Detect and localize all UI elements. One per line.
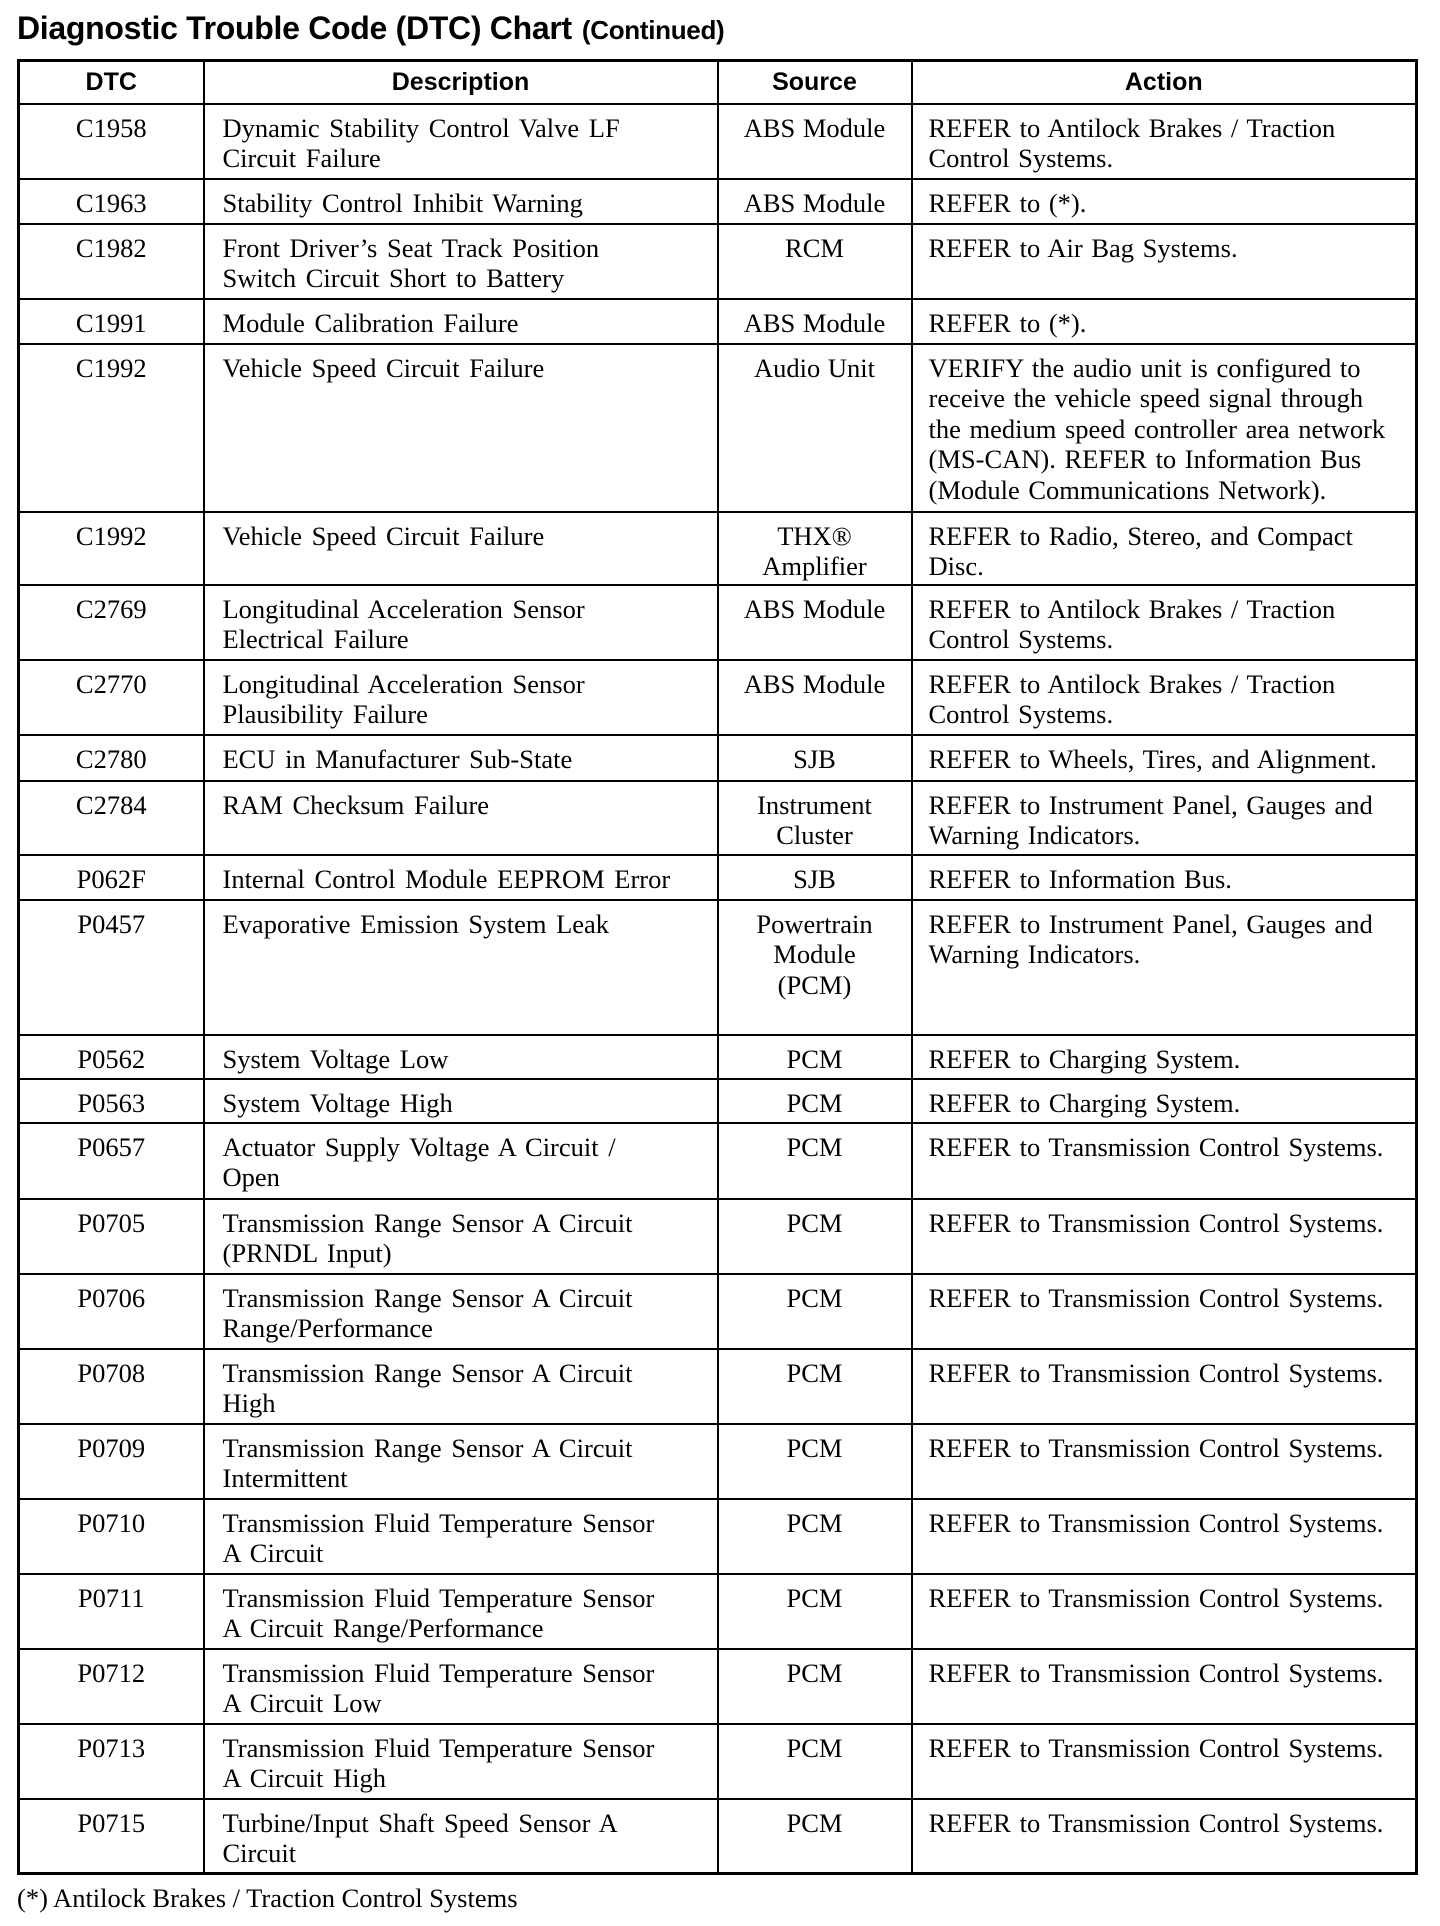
dtc-code-cell-text: C1992 [75, 520, 147, 551]
source-cell-line: (PCM) [777, 969, 852, 1000]
dtc-code-cell-text: P0709 [77, 1432, 146, 1463]
action-cell [912, 660, 1417, 735]
source-cell [718, 512, 912, 585]
action-cell [912, 179, 1417, 224]
dtc-code-cell-text: P0710 [77, 1507, 146, 1538]
table-row [19, 1274, 1417, 1349]
dtc-code-cell-text: C2769 [75, 593, 147, 624]
column-header-action: Action [912, 61, 1417, 104]
action-cell-line: REFER to Charging System. [928, 1087, 1241, 1118]
page-title-main: Diagnostic Trouble Code (DTC) Chart [17, 10, 572, 46]
description-cell-line: ECU in Manufacturer Sub-State [222, 743, 573, 774]
action-cell-line: REFER to Transmission Control Systems. [928, 1357, 1384, 1388]
description-cell [204, 900, 718, 1035]
description-cell-line: Transmission Fluid Temperature Sensor [222, 1507, 655, 1538]
source-cell-line: ABS Module [743, 307, 886, 338]
description-cell [204, 585, 718, 660]
table-row [19, 179, 1417, 224]
action-cell-line: Control Systems. [928, 143, 1114, 173]
action-cell [912, 344, 1417, 512]
source-cell-line: SJB [793, 743, 836, 774]
dtc-table [17, 59, 1418, 1875]
action-cell-line: REFER to Information Bus. [928, 863, 1232, 894]
table-row [19, 1199, 1417, 1274]
description-cell [204, 1123, 718, 1199]
action-cell-line: (MS-CAN). REFER to Information Bus [928, 444, 1362, 474]
dtc-code-cell-text: C1982 [75, 232, 147, 263]
description-cell [204, 179, 718, 224]
dtc-code-cell [19, 1274, 204, 1349]
table-row [19, 585, 1417, 660]
dtc-code-cell-text: C2784 [75, 789, 147, 820]
description-cell-line: Turbine/Input Shaft Speed Sensor A [222, 1807, 618, 1838]
dtc-code-cell-text: P0712 [77, 1657, 146, 1688]
description-cell-line: A Circuit Low [222, 1688, 382, 1718]
action-cell-line: REFER to Antilock Brakes / Traction [928, 593, 1336, 624]
table-row [19, 855, 1417, 900]
action-cell-line: REFER to Transmission Control Systems. [928, 1282, 1384, 1313]
dtc-code-cell [19, 1123, 204, 1199]
dtc-code-cell [19, 1649, 204, 1724]
description-cell-line: A Circuit Range/Performance [222, 1613, 544, 1643]
source-cell [718, 1499, 912, 1574]
dtc-code-cell-text: P0706 [77, 1282, 146, 1313]
action-cell-line: REFER to Air Bag Systems. [928, 232, 1238, 263]
description-cell-line: Transmission Range Sensor A Circuit [222, 1282, 633, 1313]
action-cell-line: (Module Communications Network). [928, 474, 1327, 505]
description-cell-line: Internal Control Module EEPROM Error [222, 863, 671, 894]
dtc-code-cell-text: P0457 [77, 908, 146, 939]
dtc-code-cell-text: C1991 [75, 307, 147, 338]
source-cell [718, 855, 912, 900]
source-cell-line: Audio Unit [754, 352, 875, 383]
dtc-code-cell-text: P0711 [77, 1582, 145, 1613]
description-cell-line: Longitudinal Acceleration Sensor [222, 593, 585, 624]
description-cell [204, 224, 718, 299]
dtc-code-cell [19, 1799, 204, 1874]
description-cell [204, 104, 718, 179]
description-cell [204, 512, 718, 585]
description-cell-line: A Circuit High [222, 1763, 387, 1793]
source-cell [718, 299, 912, 344]
description-cell [204, 1574, 718, 1649]
table-row [19, 1499, 1417, 1574]
description-cell [204, 735, 718, 781]
source-cell [718, 735, 912, 781]
action-cell-line: REFER to Transmission Control Systems. [928, 1732, 1384, 1763]
description-cell-line: Switch Circuit Short to Battery [222, 263, 565, 293]
action-cell-line: REFER to Transmission Control Systems. [928, 1207, 1384, 1238]
description-cell-line: Circuit Failure [222, 143, 381, 173]
description-cell-line: Transmission Fluid Temperature Sensor [222, 1582, 655, 1613]
dtc-code-cell-text: C1992 [75, 352, 147, 383]
table-row [19, 1079, 1417, 1123]
source-cell-line: ABS Module [743, 668, 886, 699]
action-cell-line: REFER to Antilock Brakes / Traction [928, 668, 1336, 699]
page-title-continued: (Continued) [581, 15, 725, 45]
description-cell [204, 1274, 718, 1349]
table-row [19, 104, 1417, 179]
description-cell-line: Transmission Range Sensor A Circuit [222, 1207, 633, 1238]
source-cell-line: Powertrain [756, 908, 873, 939]
dtc-code-cell-text: P0713 [77, 1732, 146, 1763]
description-cell-line: Front Driver’s Seat Track Position [222, 232, 600, 263]
source-cell [718, 1799, 912, 1874]
description-cell-line: Open [222, 1162, 280, 1192]
table-row [19, 660, 1417, 735]
table-row [19, 900, 1417, 1035]
action-cell-line: Control Systems. [928, 624, 1114, 654]
action-cell-line: VERIFY the audio unit is configured to [928, 352, 1361, 383]
dtc-code-cell [19, 299, 204, 344]
action-cell-line: REFER to Antilock Brakes / Traction [928, 112, 1336, 143]
action-cell-line: REFER to Transmission Control Systems. [928, 1657, 1384, 1688]
description-cell-line: Transmission Fluid Temperature Sensor [222, 1657, 655, 1688]
source-cell-line: PCM [786, 1357, 843, 1388]
source-cell-line: ABS Module [743, 112, 886, 143]
description-cell [204, 1199, 718, 1274]
dtc-code-cell [19, 660, 204, 735]
source-cell-line: PCM [786, 1657, 843, 1688]
source-cell-line: THX® [777, 520, 852, 551]
description-cell-line: High [222, 1388, 276, 1418]
dtc-code-cell [19, 344, 204, 512]
description-cell-line: Module Calibration Failure [222, 307, 519, 338]
description-cell-line: Evaporative Emission System Leak [222, 908, 610, 939]
description-cell [204, 299, 718, 344]
description-cell-line: System Voltage High [222, 1087, 453, 1118]
dtc-code-cell-text: P0562 [77, 1043, 146, 1074]
action-cell [912, 1499, 1417, 1574]
action-cell-line: REFER to Charging System. [928, 1043, 1241, 1074]
source-cell [718, 1574, 912, 1649]
source-cell [718, 585, 912, 660]
source-cell-line: SJB [793, 863, 836, 894]
source-cell-line: PCM [786, 1043, 843, 1074]
action-cell [912, 1649, 1417, 1724]
page-title [17, 6, 724, 52]
action-cell [912, 1079, 1417, 1123]
column-header-source: Source [718, 61, 912, 104]
dtc-code-cell-text: P0657 [77, 1131, 146, 1162]
dtc-code-cell-text: P0563 [77, 1087, 146, 1118]
source-cell-line: RCM [785, 232, 844, 263]
action-cell-line: REFER to Instrument Panel, Gauges and [928, 908, 1373, 939]
description-cell [204, 781, 718, 855]
description-cell-line: Electrical Failure [222, 624, 409, 654]
dtc-code-cell-text: P0715 [77, 1807, 146, 1838]
dtc-code-cell [19, 1199, 204, 1274]
dtc-code-cell [19, 104, 204, 179]
table-row [19, 1799, 1417, 1874]
source-cell [718, 344, 912, 512]
action-cell [912, 224, 1417, 299]
source-cell-line: Amplifier [762, 551, 867, 581]
description-cell-line: A Circuit [222, 1538, 324, 1568]
table-row [19, 1123, 1417, 1199]
dtc-code-cell-text: C2780 [75, 743, 147, 774]
source-cell-line: PCM [786, 1807, 843, 1838]
table-body [19, 104, 1417, 1874]
dtc-code-cell [19, 179, 204, 224]
source-cell [718, 1123, 912, 1199]
action-cell [912, 1123, 1417, 1199]
description-cell-line: Plausibility Failure [222, 699, 428, 729]
source-cell-line: PCM [786, 1087, 843, 1118]
action-cell-line: REFER to Transmission Control Systems. [928, 1432, 1384, 1463]
source-cell [718, 1349, 912, 1424]
source-cell [718, 1199, 912, 1274]
table-row [19, 512, 1417, 585]
action-cell [912, 512, 1417, 585]
dtc-code-cell [19, 900, 204, 1035]
action-cell-line: receive the vehicle speed signal through [928, 383, 1364, 413]
column-header-dtc: DTC [19, 61, 204, 104]
table-row [19, 1035, 1417, 1079]
dtc-code-cell [19, 1499, 204, 1574]
source-cell-line: PCM [786, 1732, 843, 1763]
source-cell [718, 900, 912, 1035]
dtc-code-cell [19, 1424, 204, 1499]
description-cell-line: Stability Control Inhibit Warning [222, 187, 583, 218]
action-cell-line: REFER to (*). [928, 187, 1087, 218]
action-cell-line: REFER to Wheels, Tires, and Alignment. [928, 743, 1377, 774]
source-cell-line: PCM [786, 1282, 843, 1313]
description-cell [204, 660, 718, 735]
table-row [19, 1424, 1417, 1499]
action-cell [912, 1799, 1417, 1874]
dtc-code-cell [19, 512, 204, 585]
description-cell-line: Longitudinal Acceleration Sensor [222, 668, 585, 699]
source-cell-line: PCM [786, 1432, 843, 1463]
action-cell [912, 1349, 1417, 1424]
dtc-code-cell [19, 1574, 204, 1649]
description-cell-line: Transmission Range Sensor A Circuit [222, 1357, 633, 1388]
action-cell [912, 1724, 1417, 1799]
source-cell [718, 1724, 912, 1799]
table-row [19, 1349, 1417, 1424]
dtc-code-cell [19, 224, 204, 299]
description-cell-line: Transmission Range Sensor A Circuit [222, 1432, 633, 1463]
action-cell [912, 1424, 1417, 1499]
description-cell [204, 1424, 718, 1499]
table-row [19, 1724, 1417, 1799]
dtc-code-cell [19, 1035, 204, 1079]
dtc-code-cell-text: P0705 [77, 1207, 146, 1238]
dtc-code-cell [19, 1349, 204, 1424]
action-cell-line: REFER to (*). [928, 307, 1087, 338]
description-cell-line: Actuator Supply Voltage A Circuit / [222, 1131, 616, 1162]
table-row [19, 1574, 1417, 1649]
description-cell-line: Range/Performance [222, 1313, 433, 1343]
action-cell [912, 1199, 1417, 1274]
description-cell-line: Circuit [222, 1838, 297, 1868]
dtc-code-cell [19, 1724, 204, 1799]
source-cell [718, 781, 912, 855]
action-cell-line: Warning Indicators. [928, 939, 1141, 969]
description-cell [204, 344, 718, 512]
source-cell [718, 1079, 912, 1123]
description-cell-line: Intermittent [222, 1463, 348, 1493]
description-cell [204, 1079, 718, 1123]
table-header-row [19, 61, 1417, 104]
description-cell-line: System Voltage Low [222, 1043, 449, 1074]
dtc-code-cell-text: P0708 [77, 1357, 146, 1388]
source-cell-line: PCM [786, 1207, 843, 1238]
description-cell [204, 855, 718, 900]
table-row [19, 781, 1417, 855]
source-cell [718, 1424, 912, 1499]
source-cell-line: ABS Module [743, 593, 886, 624]
dtc-code-cell-text: C1963 [75, 187, 147, 218]
action-cell-line: the medium speed controller area network [928, 413, 1386, 444]
dtc-code-cell-text: C2770 [75, 668, 147, 699]
dtc-code-cell [19, 735, 204, 781]
source-cell [718, 179, 912, 224]
source-cell [718, 104, 912, 179]
action-cell [912, 1035, 1417, 1079]
description-cell [204, 1724, 718, 1799]
dtc-code-cell [19, 855, 204, 900]
table-row [19, 735, 1417, 781]
description-cell-line: Transmission Fluid Temperature Sensor [222, 1732, 655, 1763]
action-cell [912, 104, 1417, 179]
action-cell [912, 781, 1417, 855]
description-cell-line: Vehicle Speed Circuit Failure [222, 352, 545, 383]
source-cell-line: Cluster [776, 820, 853, 850]
action-cell [912, 855, 1417, 900]
dtc-code-cell [19, 585, 204, 660]
table-row [19, 299, 1417, 344]
action-cell-line: REFER to Transmission Control Systems. [928, 1582, 1384, 1613]
source-cell [718, 1035, 912, 1079]
action-cell [912, 900, 1417, 1035]
action-cell-line: Warning Indicators. [928, 820, 1141, 850]
description-cell [204, 1799, 718, 1874]
action-cell [912, 1574, 1417, 1649]
description-cell-line: RAM Checksum Failure [222, 789, 490, 820]
action-cell [912, 735, 1417, 781]
description-cell-line: (PRNDL Input) [222, 1238, 392, 1268]
action-cell-line: REFER to Instrument Panel, Gauges and [928, 789, 1373, 820]
description-cell-line: Dynamic Stability Control Valve LF [222, 112, 620, 143]
source-cell-line: PCM [786, 1131, 843, 1162]
source-cell [718, 1274, 912, 1349]
action-cell-line: Disc. [928, 551, 984, 581]
action-cell [912, 299, 1417, 344]
description-cell [204, 1649, 718, 1724]
column-header-description: Description [204, 61, 718, 104]
source-cell-line: PCM [786, 1582, 843, 1613]
description-cell [204, 1349, 718, 1424]
dtc-code-cell-text: P062F [76, 863, 146, 894]
description-cell-line: Vehicle Speed Circuit Failure [222, 520, 545, 551]
description-cell [204, 1499, 718, 1574]
source-cell [718, 1649, 912, 1724]
action-cell-line: REFER to Transmission Control Systems. [928, 1507, 1384, 1538]
source-cell-line: Instrument [757, 789, 872, 820]
action-cell [912, 585, 1417, 660]
source-cell [718, 224, 912, 299]
source-cell-line: Module [773, 939, 856, 969]
dtc-code-cell-text: C1958 [75, 112, 147, 143]
dtc-code-cell [19, 1079, 204, 1123]
dtc-code-cell [19, 781, 204, 855]
action-cell-line: REFER to Transmission Control Systems. [928, 1131, 1384, 1162]
source-cell [718, 660, 912, 735]
description-cell [204, 1035, 718, 1079]
footnote: (*) Antilock Brakes / Traction Control Systems [17, 1883, 518, 1913]
source-cell-line: ABS Module [743, 187, 886, 218]
table-row [19, 224, 1417, 299]
source-cell-line: PCM [786, 1507, 843, 1538]
action-cell-line: REFER to Transmission Control Systems. [928, 1807, 1384, 1838]
table-row [19, 1649, 1417, 1724]
action-cell [912, 1274, 1417, 1349]
table-row [19, 344, 1417, 512]
action-cell-line: Control Systems. [928, 699, 1114, 729]
action-cell-line: REFER to Radio, Stereo, and Compact [928, 520, 1353, 551]
